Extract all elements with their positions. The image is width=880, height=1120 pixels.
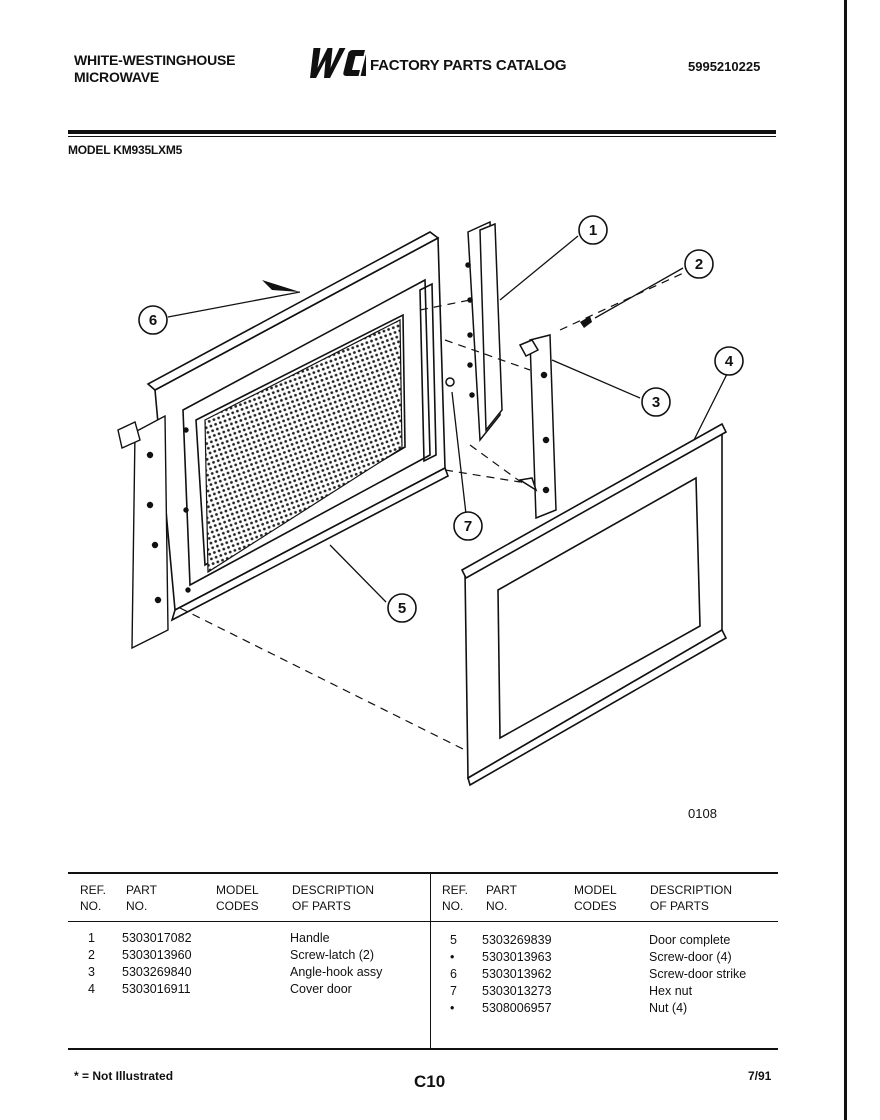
header-rule (68, 130, 776, 134)
table-row: 7 (450, 984, 457, 998)
page-number: C10 (414, 1072, 446, 1091)
handle (466, 222, 502, 440)
hdr-ref-right: REF. NO. (442, 883, 469, 913)
hdr-desc-right: DESCRIPTION OF PARTS (650, 883, 733, 913)
table-row: 1 (88, 931, 95, 945)
brand-block (74, 52, 235, 86)
table-cell-part: 5303013963 (482, 950, 552, 964)
figure-number: 0108 (688, 806, 717, 821)
table-row: 5 (450, 933, 457, 947)
exploded-diagram (0, 180, 880, 805)
header-rule-thin (68, 136, 776, 137)
table-cell-part: 5303013962 (482, 967, 552, 981)
callout-1: 1 (588, 222, 598, 239)
callout-4: 4 (724, 353, 734, 370)
angle-hook (520, 335, 556, 518)
table-cell-part: 5303013960 (122, 948, 192, 962)
table-row: 4 (88, 982, 95, 996)
table-row: 3 (88, 965, 95, 979)
table-row: 6 (450, 967, 457, 981)
hdr-model-left: MODEL CODES (216, 883, 259, 913)
hdr-desc-left: DESCRIPTION OF PARTS (292, 883, 375, 913)
table-bottom-rule (68, 1048, 778, 1050)
table-row: • (450, 1001, 455, 1015)
table-cell-desc: Screw-door (4) (649, 950, 732, 964)
table-cell-part: 5303269840 (122, 965, 192, 979)
footer-note: * = Not Illustrated (74, 1069, 174, 1083)
table-cell-part: 5308006957 (482, 1001, 552, 1015)
brand-line-2: MICROWAVE (74, 69, 160, 85)
callout-5: 5 (397, 600, 407, 617)
callout-7: 7 (463, 518, 473, 535)
table-cell-part: 5303013273 (482, 984, 552, 998)
table-row: • (450, 950, 455, 964)
table-cell-desc: Door complete (649, 933, 731, 947)
table-cell-desc: Angle-hook assy (290, 965, 383, 979)
table-row: 2 (88, 948, 95, 962)
table-cell-part: 5303016911 (122, 982, 191, 996)
table-cell-desc: Nut (4) (649, 1001, 688, 1015)
footer-date: 7/91 (748, 1069, 772, 1083)
wci-logo (304, 46, 366, 85)
table-cell-desc: Handle (290, 931, 330, 945)
callout-2: 2 (694, 256, 704, 273)
callout-3: 3 (651, 394, 661, 411)
table-cell-part: 5303269839 (482, 933, 552, 947)
hdr-part-left: PART NO. (126, 883, 157, 913)
table-cell-part: 5303017082 (122, 931, 192, 945)
hdr-model-right: MODEL CODES (574, 883, 617, 913)
cover-door (462, 424, 726, 785)
hex-nut (446, 378, 454, 386)
table-header-rule (68, 921, 778, 922)
table-divider (430, 874, 431, 1048)
table-cell-desc: Hex nut (649, 984, 693, 998)
catalog-title: FACTORY PARTS CATALOG (370, 57, 567, 74)
table-top-rule (68, 872, 778, 874)
catalog-number: 5995210225 (688, 59, 761, 74)
table-cell-desc: Cover door (290, 982, 352, 996)
hdr-ref-left: REF. NO. (80, 883, 107, 913)
table-cell-desc: Screw-latch (2) (290, 948, 375, 962)
brand-line-1: WHITE-WESTINGHOUSE (74, 52, 236, 68)
table-cell-desc: Screw-door strike (649, 967, 747, 981)
callout-6: 6 (148, 312, 158, 329)
hdr-part-right: PART NO. (486, 883, 517, 913)
model-line: MODEL KM935LXM5 (68, 143, 183, 157)
